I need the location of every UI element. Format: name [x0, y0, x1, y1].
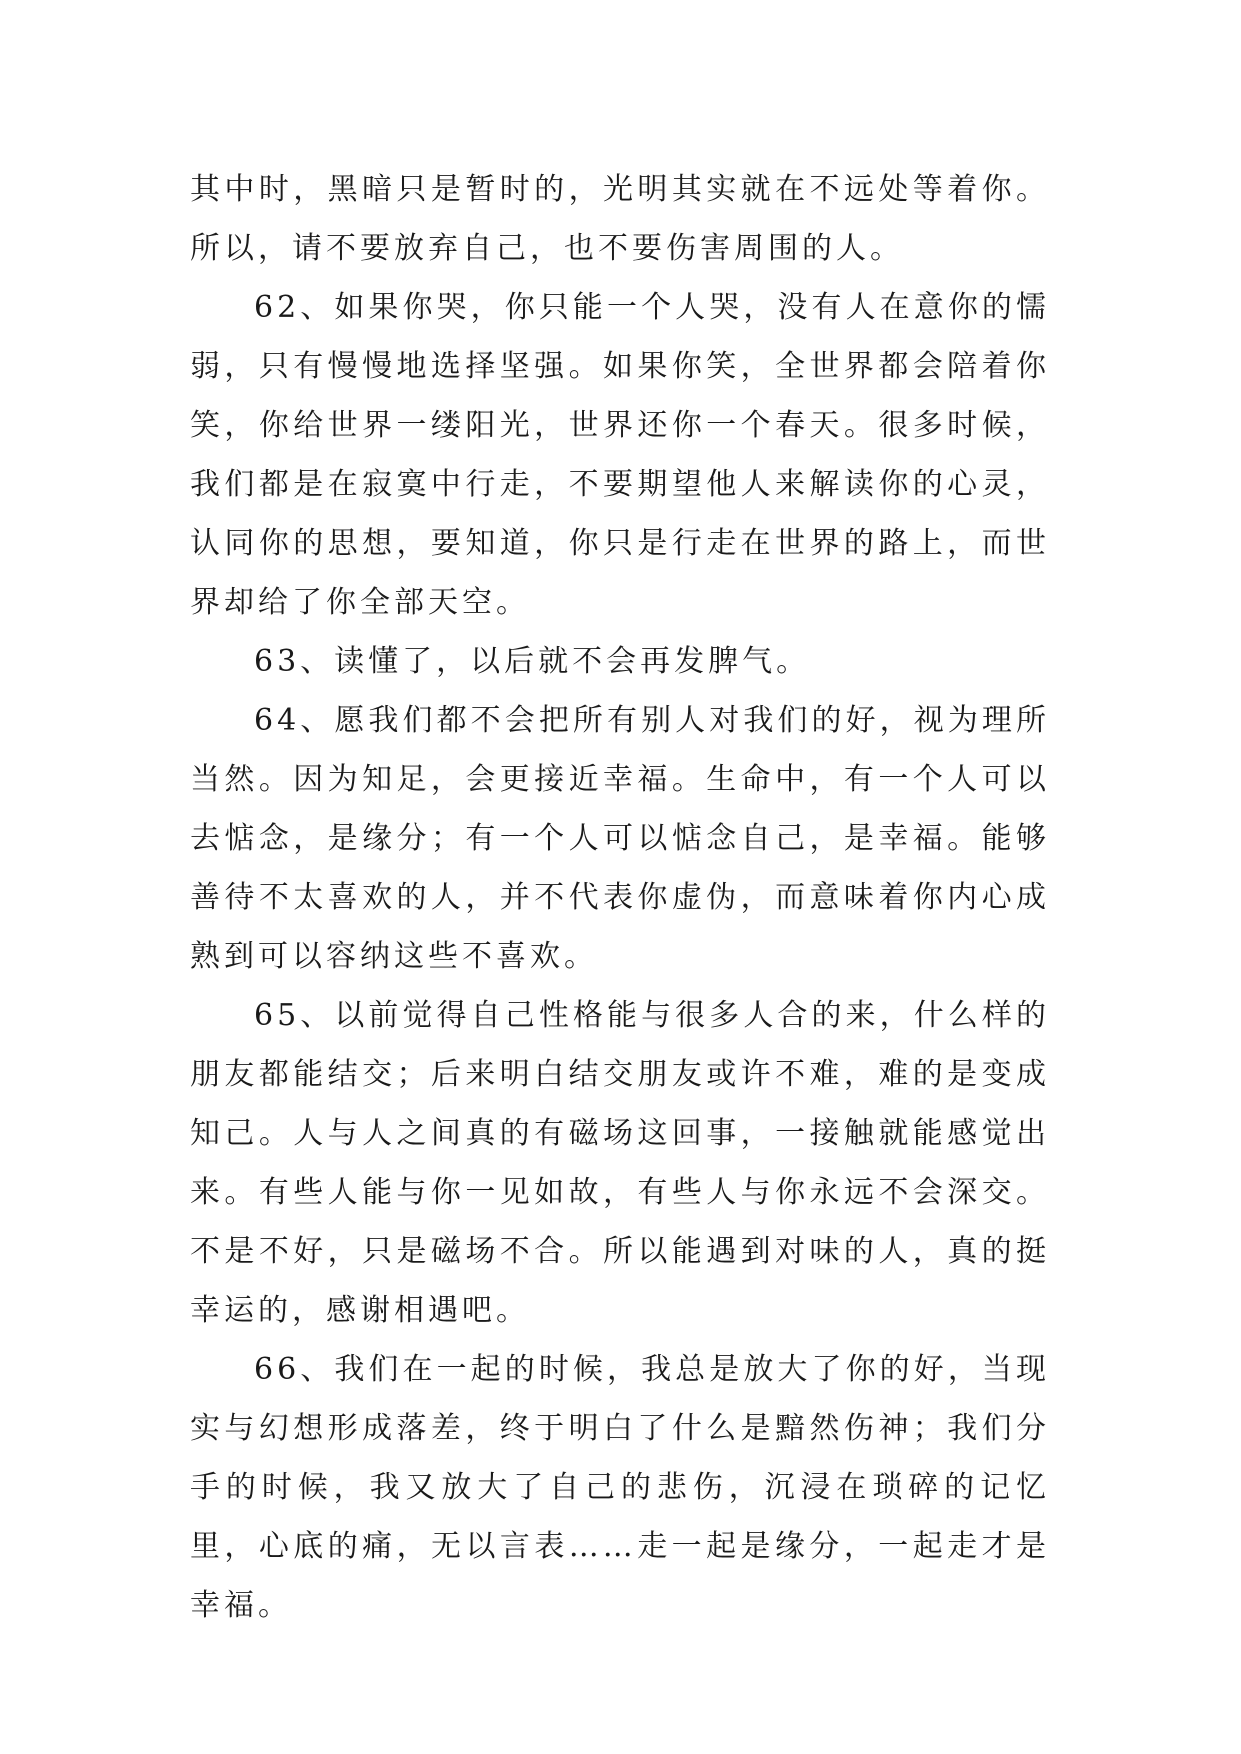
paragraph-63: 63、读懂了，以后就不会再发脾气。	[254, 644, 811, 679]
paragraph-66: 66、我们在一起的时候，我总是放大了你的好，当现实与幻想形成落差，终于明白了什么是黯然伤神；我们分手的时候，我又放大了自己的悲伤，沉浸在琐碎的记忆里，心底的痛，无以言表……走一起是缘分，一起走才是幸福。	[190, 1352, 1050, 1623]
paragraph-continuation: 其中时，黑暗只是暂时的，光明其实就在不远处等着你。所以，请不要放弃自己，也不要伤害周围的人。	[190, 172, 1050, 266]
paragraph-64: 64、愿我们都不会把所有别人对我们的好，视为理所当然。因为知足，会更接近幸福。生命中，有一个人可以去惦念，是缘分；有一个人可以惦念自己，是幸福。能够善待不太喜欢的人，并不代表你虚伪，而意味着你内心成熟到可以容纳这些不喜欢。	[190, 703, 1050, 974]
document-body	[190, 160, 1050, 1635]
paragraph-62: 62、如果你哭，你只能一个人哭，没有人在意你的懦弱，只有慢慢地选择坚强。如果你笑，全世界都会陪着你笑，你给世界一缕阳光，世界还你一个春天。很多时候，我们都是在寂寞中行走，不要期望他人来解读你的心灵，认同你的思想，要知道，你只是行走在世界的路上，而世界却给了你全部天空。	[190, 290, 1050, 620]
paragraph-65: 65、以前觉得自己性格能与很多人合的来，什么样的朋友都能结交；后来明白结交朋友或许不难，难的是变成知己。人与人之间真的有磁场这回事，一接触就能感觉出来。有些人能与你一见如故，有些人与你永远不会深交。不是不好，只是磁场不合。所以能遇到对味的人，真的挺幸运的，感谢相遇吧。	[190, 998, 1050, 1328]
